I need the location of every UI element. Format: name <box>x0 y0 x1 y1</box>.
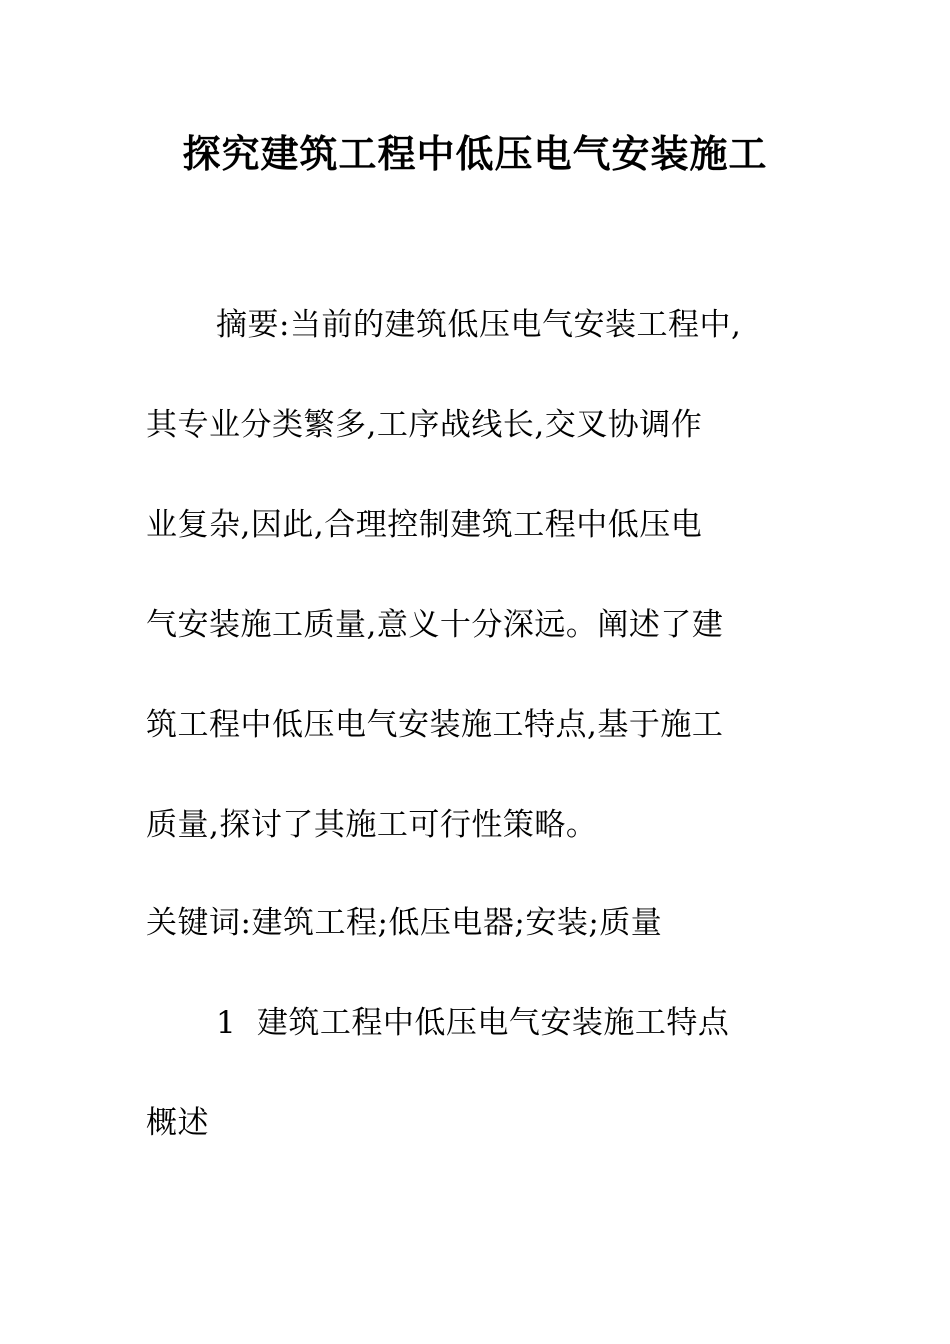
abstract-line-6: 质量,探讨了其施工可行性策略。 <box>146 807 598 843</box>
document-title: 探究建筑工程中低压电气安装施工 <box>182 131 768 176</box>
abstract-line-3: 业复杂,因此,合理控制建筑工程中低压电 <box>146 507 703 543</box>
abstract-line-2: 其专业分类繁多,工序战线长,交叉协调作 <box>146 407 703 443</box>
abstract-line-4: 气安装施工质量,意义十分深远。阐述了建 <box>146 607 724 643</box>
keywords-line: 关键词:建筑工程;低压电器;安装;质量 <box>146 905 663 941</box>
section-heading-line-1: 1 建筑工程中低压电气安装施工特点 <box>216 1005 730 1041</box>
section-heading-line-2: 概述 <box>146 1105 209 1141</box>
abstract-line-1: 摘要:当前的建筑低压电气安装工程中, <box>216 307 742 343</box>
abstract-line-5: 筑工程中低压电气安装施工特点,基于施工 <box>146 707 724 743</box>
